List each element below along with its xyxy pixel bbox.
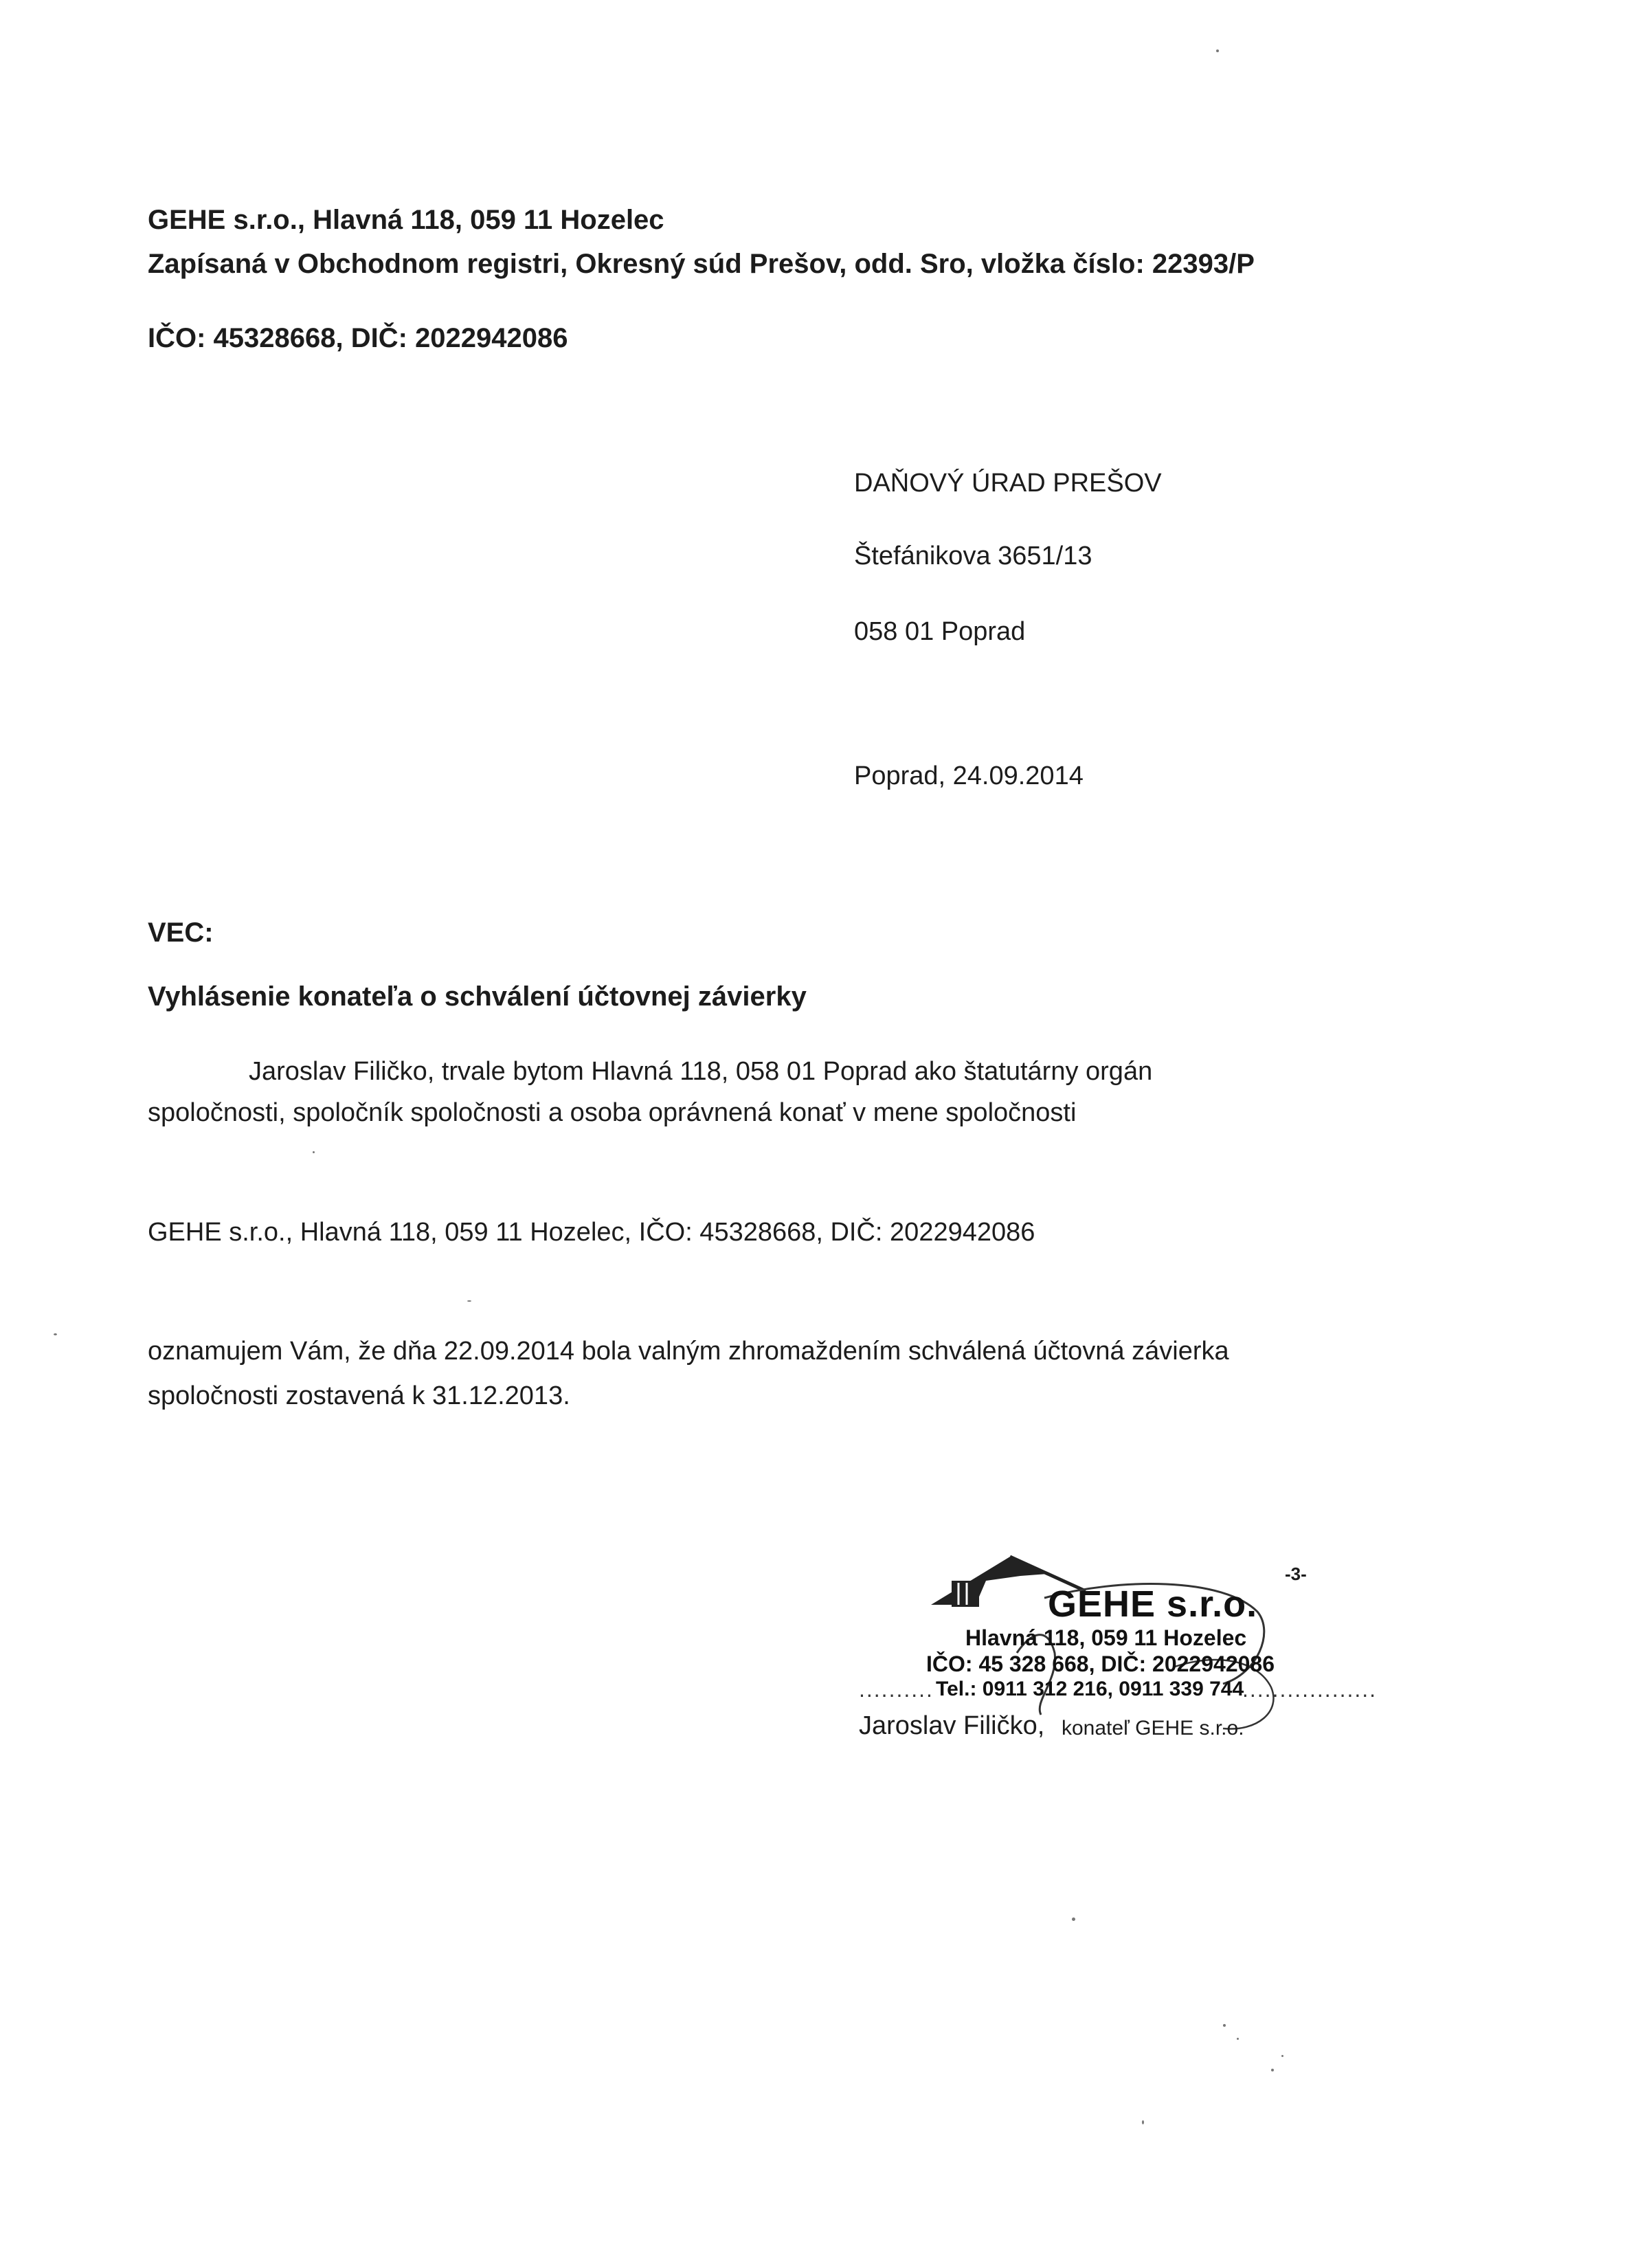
date-line: Poprad, 24.09.2014 xyxy=(854,761,1084,790)
company-stamp xyxy=(900,1550,1312,1735)
body-p2-line-1: oznamujem Vám, že dňa 22.09.2014 bola valným zhromaždením schválená účtovná závierka xyxy=(148,1337,1229,1366)
scan-speck xyxy=(467,1300,471,1302)
stamp-ids: IČO: 45 328 668, DIČ: 2022942086 xyxy=(926,1652,1275,1676)
scan-speck xyxy=(1281,2055,1283,2057)
scan-speck xyxy=(1072,1917,1075,1921)
sender-line-3: IČO: 45328668, DIČ: 2022942086 xyxy=(148,323,568,353)
scan-speck xyxy=(1223,2024,1226,2027)
scan-speck xyxy=(1271,2069,1274,2071)
body-company-line: GEHE s.r.o., Hlavná 118, 059 11 Hozelec, IČO: 45328668, DIČ: 2022942086 xyxy=(148,1218,1035,1247)
sender-line-1: GEHE s.r.o., Hlavná 118, 059 11 Hozelec xyxy=(148,205,664,235)
scan-speck xyxy=(1216,49,1219,52)
stamp-address: Hlavná 118, 059 11 Hozelec xyxy=(965,1625,1247,1650)
subject-label: VEC: xyxy=(148,918,214,948)
scan-speck xyxy=(1142,2120,1144,2124)
stamp-phone: Tel.: 0911 312 216, 0911 339 744 xyxy=(936,1678,1244,1700)
recipient-name: DAŇOVÝ ÚRAD PREŠOV xyxy=(854,469,1162,498)
body-p1-line-2: spoločnosti, spoločník spoločnosti a osoba oprávnená konať v mene spoločnosti xyxy=(148,1098,1077,1127)
scan-speck xyxy=(54,1333,57,1335)
signature-dots-left: .......... xyxy=(859,1677,934,1702)
sender-line-2: Zapísaná v Obchodnom registri, Okresný súd Prešov, odd. Sro, vložka číslo: 22393/P xyxy=(148,249,1255,279)
scan-speck xyxy=(313,1151,315,1153)
scan-speck xyxy=(1237,2038,1239,2040)
signatory-name: Jaroslav Filičko, xyxy=(859,1711,1045,1740)
stamp-company: GEHE s.r.o. xyxy=(1048,1583,1258,1625)
signature-dots-right: .................. xyxy=(1242,1677,1378,1702)
signatory-role: konateľ GEHE s.r.o. xyxy=(1062,1717,1244,1739)
recipient-street: Štefánikova 3651/13 xyxy=(854,542,1092,570)
subject-title: Vyhlásenie konateľa o schválení účtovnej závierky xyxy=(148,981,807,1012)
body-p2-line-2: spoločnosti zostavená k 31.12.2013. xyxy=(148,1381,570,1410)
body-p1-line-1: Jaroslav Filičko, trvale bytom Hlavná 118, 058 01 Poprad ako štatutárny orgán xyxy=(249,1057,1153,1086)
stamp-page-mark: -3- xyxy=(1285,1564,1307,1584)
recipient-city: 058 01 Poprad xyxy=(854,617,1026,646)
